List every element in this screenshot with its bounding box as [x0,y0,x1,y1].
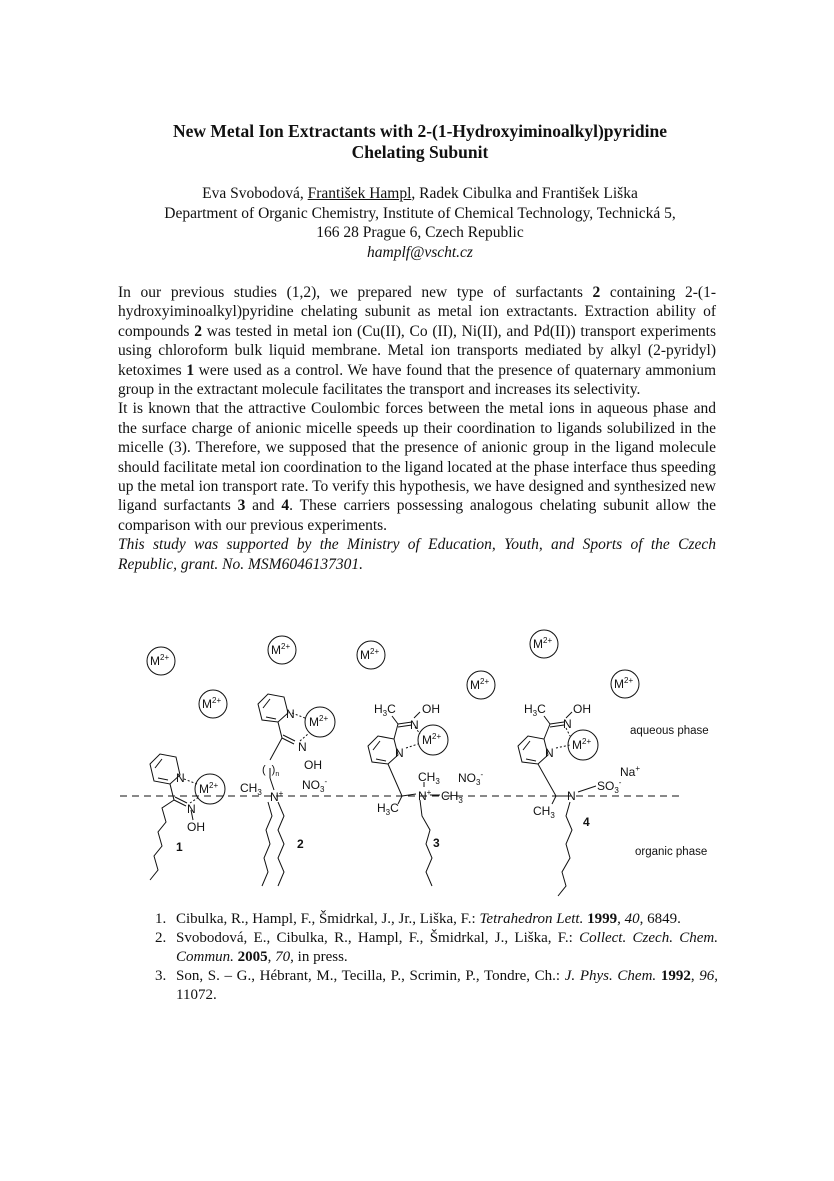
methyl-label: $H_3C$ [524,702,546,718]
text: containing 2-(1-hydroxyiminoalkyl)pyridine chelating subunit as metal ion extractants. Extraction ability of compounds [118,284,716,340]
author-block [100,184,740,262]
compound-number-4: 4 [583,815,590,829]
references [140,910,718,1005]
atom-label: N [286,707,295,721]
reference-item: 2. Svobodová, E., Cibulka, R., Hampl, F., Šmidrkal, J., Liška, F.: Collect. Czech. Chem. Commun. 2005, 70, in press. [170,929,718,967]
contact-email[interactable]: hamplf@vscht.cz [367,243,473,261]
sulfonate-label: $SO_3^-$ [597,778,622,795]
sodium-label: Na+ [620,764,641,779]
ion-label: $M^{2+}$ [572,737,592,752]
compound-ref: 2 [194,322,202,340]
compound-1-structure [150,754,225,880]
reference-item: 3. Son, S. – G., Hébrant, M., Tecilla, P., Scrimin, P., Tondre, Ch.: J. Phys. Chem. 1992, 96, 11072. [170,967,718,1005]
ammonium-label: N+ [418,788,432,803]
compound-number-2: 2 [297,837,304,851]
affiliation-line-1: Department of Organic Chemistry, Institute of Chemical Technology, Technická 5, [164,204,676,222]
text: In our previous studies (1,2), we prepared new type of surfactants [118,284,593,301]
compound-number-3: 3 [433,836,440,850]
aqueous-phase-label: aqueous phase [630,725,709,737]
author: Eva Svobodová, [202,185,308,202]
author-list [100,184,740,204]
text: . These carriers possessing analogous chelating subunit allow the comparison with our previous experiments. [118,497,716,534]
atom-label: OH [422,702,440,716]
compound-ref: 2 [592,284,601,301]
reference-pages: , in press. [290,949,348,965]
chain-n-label: ( )$_n$ [262,764,280,778]
compound-number-1: 1 [176,840,183,854]
paragraph-1 [118,283,716,399]
metal-ion-label: $M^{2+}$ [271,642,291,657]
methyl-label: $H_3C$ [377,801,399,817]
methyl-label: $CH_3$ [441,789,463,805]
atom-label: N [187,802,196,816]
methyl-label: $H_3C$ [374,702,396,718]
metal-ion-label: $M^{2+}$ [533,636,553,651]
author: , Radek Cibulka and František Liška [411,185,638,202]
affiliation-line-2: 166 28 Prague 6, Czech Republic [316,224,524,241]
reference-year: 1999 [587,911,618,927]
reference-year: 2005 [237,949,268,965]
reference-authors: Svobodová, E., Cibulka, R., Hampl, F., Šmidrkal, J., Liška, F.: [176,930,580,946]
metal-ion-label: $M^{2+}$ [202,696,222,711]
atom-label: OH [573,702,591,716]
reference-item: 1. Cibulka, R., Hampl, F., Šmidrkal, J., Jr., Liška, F.: Tetrahedron Lett. 1999, 40, 6849. [170,910,718,929]
ammonium-label: N+ [270,789,284,804]
reference-authors: Son, S. – G., Hébrant, M., Tecilla, P., Scrimin, P., Tondre, Ch.: [176,968,565,984]
nitrate-label: $NO_3^-$ [302,777,328,794]
atom-label: N [395,746,404,760]
metal-ion-label: $M^{2+}$ [614,676,634,691]
paragraph-2 [118,399,716,535]
compound-ref: 4 [281,497,290,515]
metal-ion-label: $M^{2+}$ [470,677,490,692]
atom-label: N [567,789,576,803]
ion-label: $M^{2+}$ [422,732,442,747]
reference-list [140,910,718,1005]
atom-label: N [410,718,419,732]
paper-title [100,121,740,163]
atom-label: N [545,746,554,760]
text: It is known that the attractive Coulombic forces between the metal ions in aqueous phase and the surface charge of anionic micelle speeds up their coordination to ligands solubilized in the micelle (3). Therefore, we supposed that the presence of anionic group in the ligand molecule should facilitate metal ion coordination to the ligand located at the phase interface thus speeding up the metal ion transport rate. To verify this hypothesis, we have designed and synthesized new ligand surfactants [118,400,716,515]
reference-journal: J. Phys. Chem. [564,968,657,984]
acknowledgement: This study was supported by the Ministry of Education, Youth, and Sports of the Czech Republic, grant. No. MSM6046137301. [118,536,716,573]
nitrate-label: $NO_3^-$ [458,770,484,787]
text: was tested in metal ion (Cu(II), Co (II), Ni(II), and Pd(II)) transport experiments using chloroform bulk liquid membrane. Metal ion transports mediated by alkyl (2-pyridyl) ketoximes [118,322,716,379]
extraction-scheme-figure [0,620,834,900]
abstract-body [118,283,716,574]
reference-pages: , 11072. [176,968,719,1003]
reference-journal: Tetrahedron Lett. [479,911,584,927]
methyl-label: $CH_3$ [418,770,440,786]
compound-ref: 3 [237,497,246,515]
text: and [245,497,282,515]
atom-label: OH [187,820,205,834]
reference-volume: 40 [624,911,640,927]
title-line-1: New Metal Ion Extractants with 2-(1-Hydroxyiminoalkyl)pyridine [172,121,668,141]
reference-volume: 96 [699,968,715,984]
compound-ref: 1 [186,361,195,379]
reference-authors: Cibulka, R., Hampl, F., Šmidrkal, J., Jr., Liška, F.: [176,911,480,927]
text: were used as a control. We have found that the presence of quaternary ammonium group in the extractant molecule facilitates the transport and increases its selectivity. [118,361,716,399]
reference-journal: Collect. Czech. Chem. Commun. [176,930,718,965]
metal-ion-label: $M^{2+}$ [360,647,380,662]
metal-ion-label: $M^{2+}$ [150,653,170,668]
atom-label: OH [304,758,322,772]
presenting-author: František Hampl [307,185,412,202]
methyl-label: $CH_3$ [533,804,555,820]
reference-volume: 70 [275,949,291,965]
title-line-2: Chelating Subunit [351,142,489,162]
atom-label: N [298,740,307,754]
atom-label: N [176,771,185,785]
methyl-label: $CH_3$ [240,781,262,797]
reference-year: 1992 [660,968,691,984]
organic-phase-label: organic phase [635,846,708,858]
reference-pages: , 6849. [639,911,681,927]
ion-label: $M^{2+}$ [309,714,329,729]
atom-label: N [563,717,572,731]
ion-label: $M^{2+}$ [199,781,219,796]
